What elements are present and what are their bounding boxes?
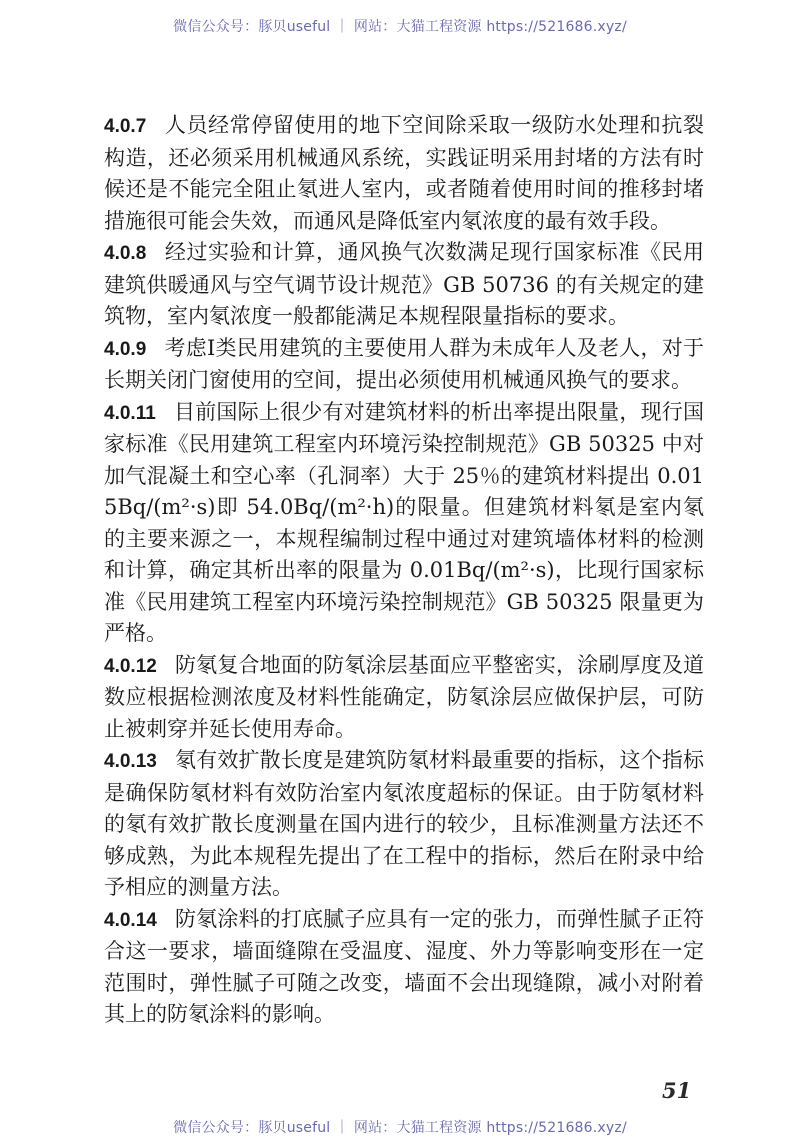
clause-number: 4.0.11	[104, 402, 156, 424]
document-body	[104, 110, 704, 1031]
clause-text: 防氡复合地面的防氡涂层基面应平整密实，涂刷厚度及道数应根据检测浓度及材料性能确定，防氡涂层应做保护层，可防止被刺穿并延长使用寿命。	[104, 652, 704, 741]
clause-4-0-12	[104, 650, 704, 746]
clause-text: 经过实验和计算，通风换气次数满足现行国家标准《民用建筑供暖通风与空气调节设计规范》GB 50736 的有关规定的建筑物，室内氡浓度一般都能满足本规程限量指标的要求。	[104, 240, 704, 328]
clause-number: 4.0.14	[104, 909, 157, 931]
clause-text: 目前国际上很少有对建筑材料的析出率提出限量，现行国家标准《民用建筑工程室内环境污染控制规范》GB 50325 中对加气混凝土和空心率（孔洞率）大于 25％的建筑材料提出 0.015Bq/(m²·s)即 54.0Bq/(m²·h)的限量。但建筑材料氡是室内氡的主要来源之一，本规程编制过程中通过对建筑墙体材料的检测和计算，确定其析出率的限量为 0.01Bq/(m²·s)，比现行国家标准《民用建筑工程室内环境污染控制规范》GB 50325 限量更为严格。	[104, 399, 704, 645]
watermark-top: 微信公众号：豚贝useful ｜ 网站：大猫工程资源 https://521686.xyz/	[173, 19, 627, 35]
clause-number: 4.0.7	[104, 116, 147, 137]
clause-4-0-8	[104, 237, 704, 333]
clause-text: 考虑Ⅰ类民用建筑的主要使用人群为未成年人及老人，对于长期关闭门窗使用的空间，提出必须使用机械通风换气的要求。	[104, 335, 704, 392]
clause-text: 防氡涂料的打底腻子应具有一定的张力，而弹性腻子正符合这一要求，墙面缝隙在受温度、湿度、外力等影响变形在一定范围时，弹性腻子可随之改变，墙面不会出现缝隙，减小对附着其上的防氡涂料的影响。	[104, 906, 704, 1026]
clause-number: 4.0.8	[104, 243, 147, 264]
clause-4-0-9	[104, 333, 704, 397]
clause-4-0-11	[104, 397, 704, 650]
clause-number: 4.0.12	[104, 655, 157, 677]
clause-4-0-14	[104, 904, 704, 1031]
clause-text: 氡有效扩散长度是建筑防氡材料最重要的指标，这个指标是确保防氡材料有效防治室内氡浓度超标的保证。由于防氡材料的氡有效扩散长度测量在国内进行的较少，且标准测量方法还不够成熟，为此本规程先提出了在工程中的指标，然后在附录中给予相应的测量方法。	[104, 748, 704, 899]
clause-4-0-7	[104, 110, 704, 237]
page-number: 51	[662, 1078, 692, 1103]
clause-number: 4.0.13	[104, 751, 157, 772]
watermark-bottom: 微信公众号：豚贝useful ｜ 网站：大猫工程资源 https://521686.xyz/	[173, 1120, 627, 1136]
clause-text: 人员经常停留使用的地下空间除采取一级防水处理和抗裂构造，还必须采用机械通风系统，实践证明采用封堵的方法有时候还是不能完全阻止氡进人室内，或者随着使用时间的推移封堵措施很可能会失效，而通风是降低室内氡浓度的最有效手段。	[104, 113, 704, 233]
clause-number: 4.0.9	[104, 338, 147, 360]
clause-4-0-13	[104, 745, 704, 904]
